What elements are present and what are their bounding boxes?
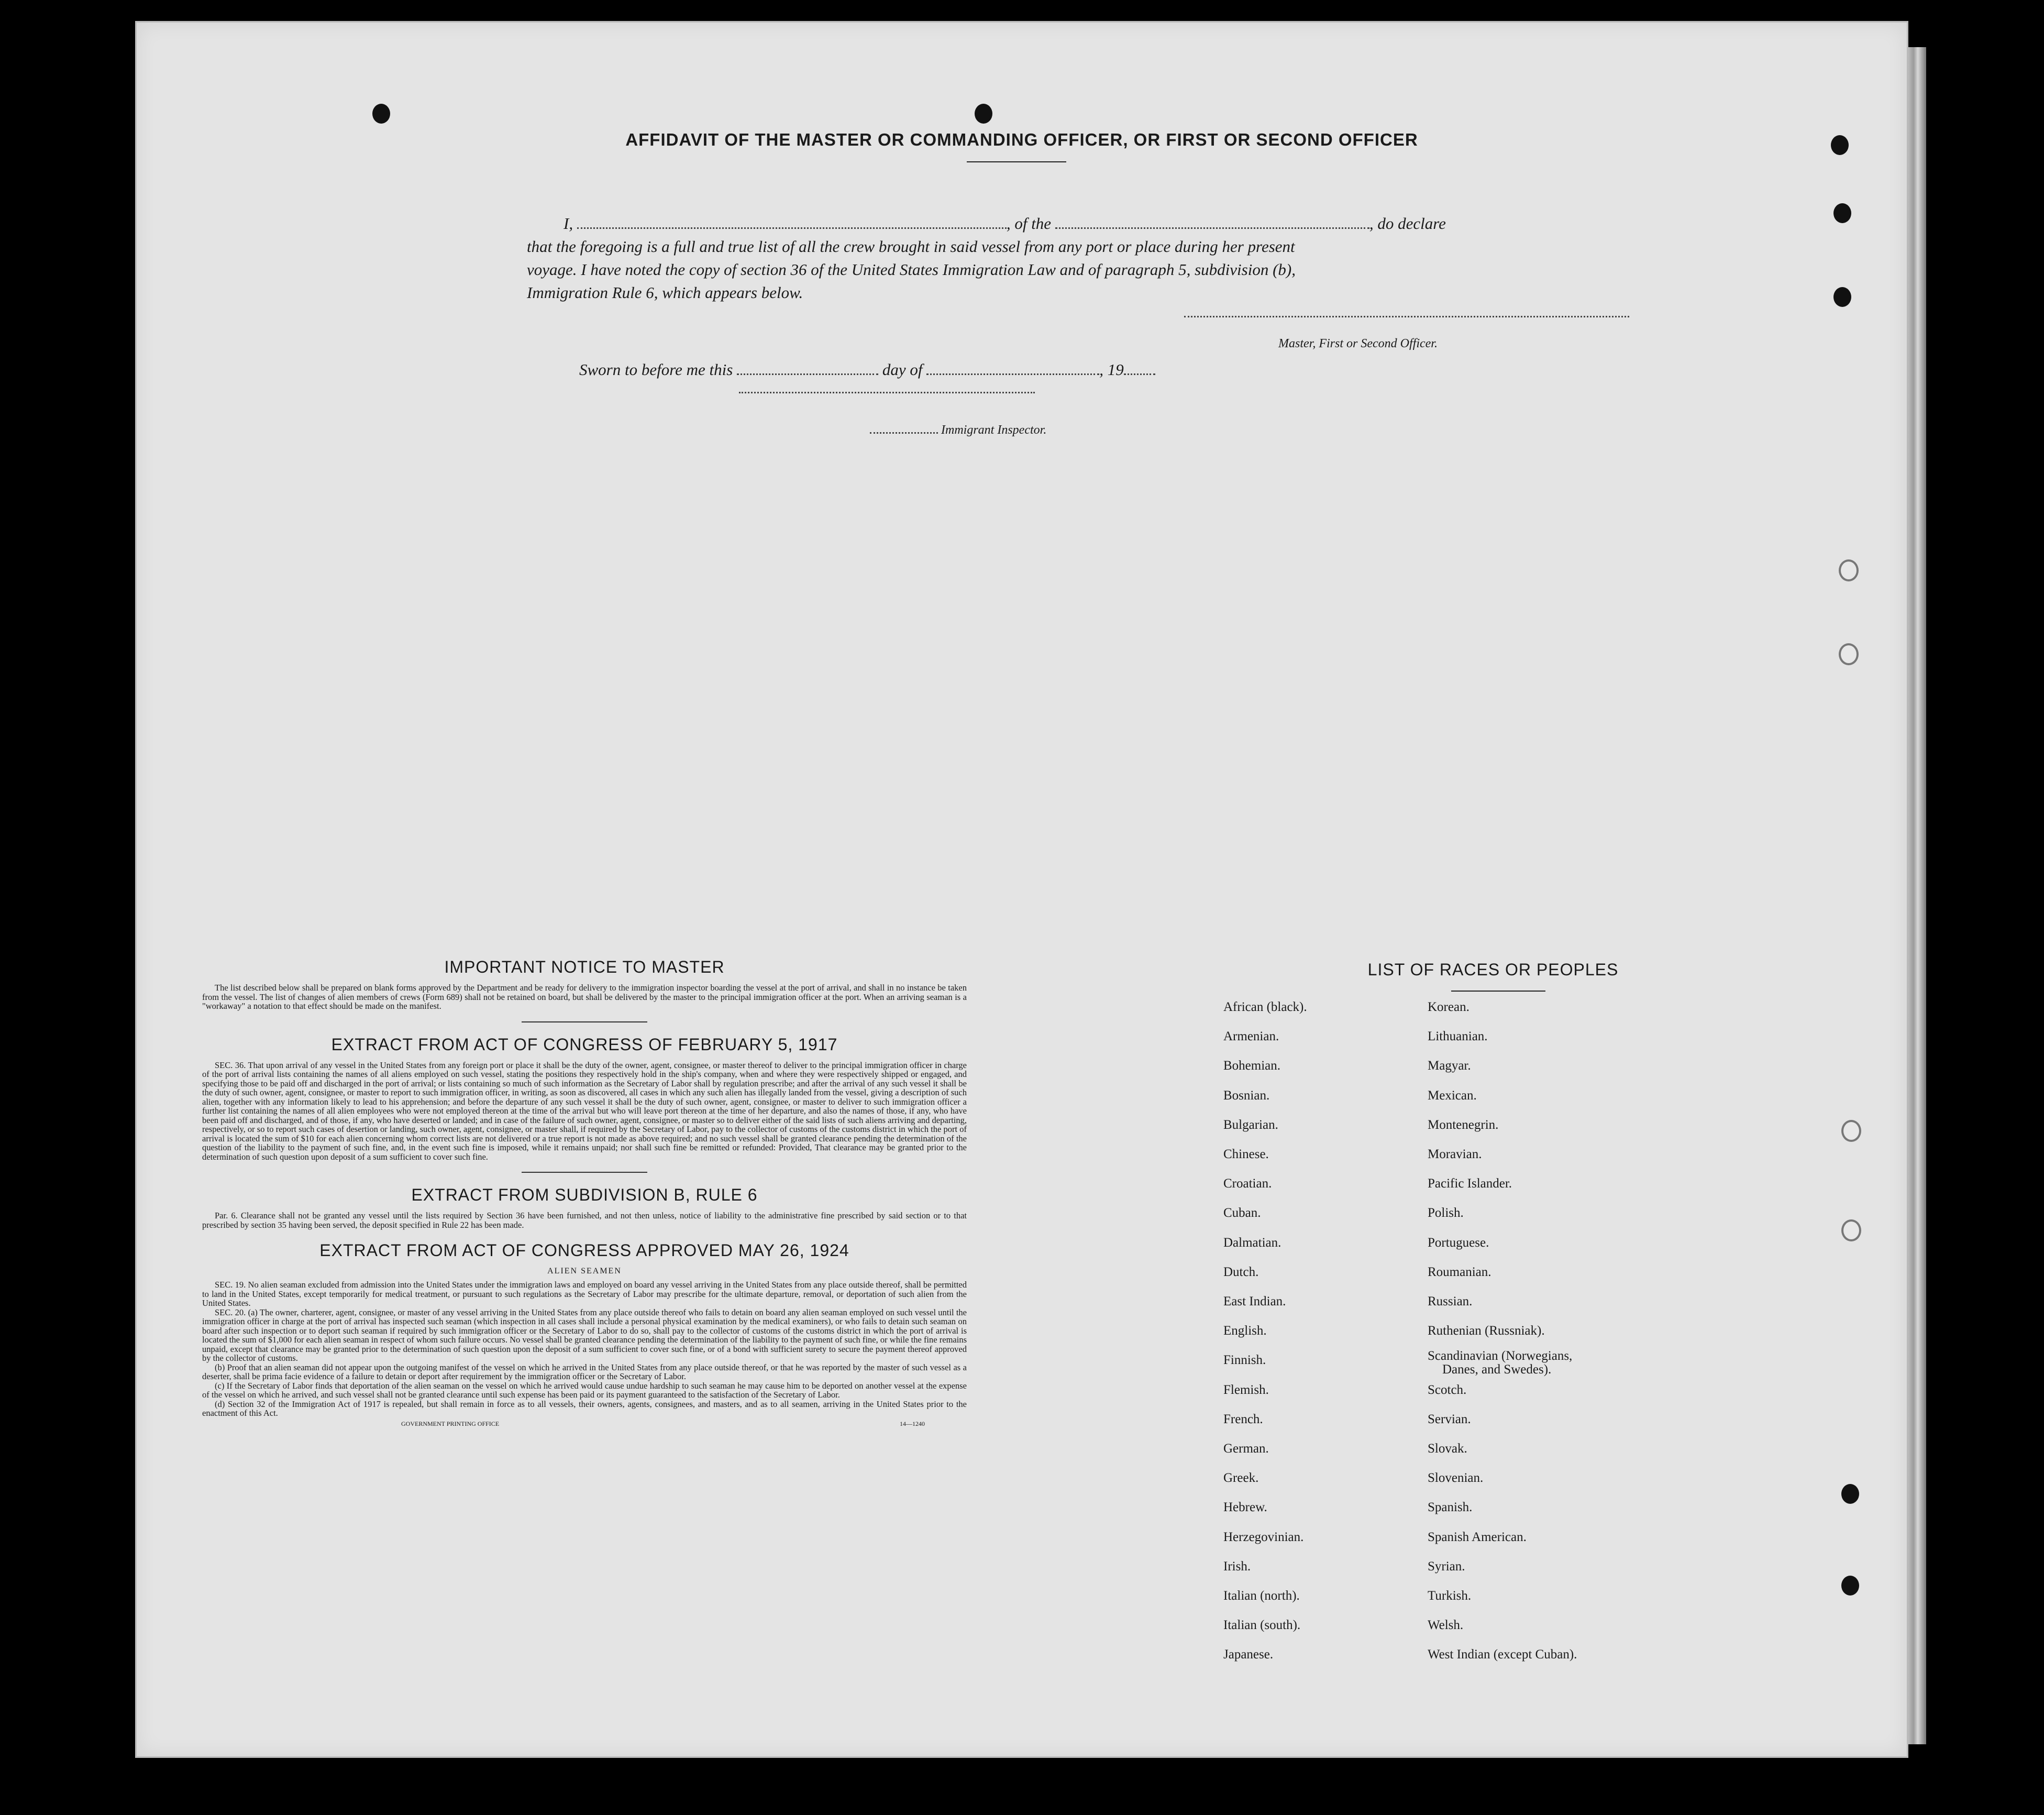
section-divider: [522, 1172, 647, 1173]
punch-hole: [1833, 203, 1851, 223]
race-item-continuation: Danes, and Swedes).: [1442, 1362, 1552, 1377]
race-item: Irish.: [1223, 1559, 1251, 1574]
race-item: Turkish.: [1428, 1589, 1472, 1603]
punch-hole: [1841, 1484, 1859, 1504]
race-item: Finnish.: [1223, 1353, 1266, 1368]
punch-hole: [975, 104, 992, 124]
race-item: Italian (south).: [1223, 1618, 1301, 1633]
race-item: West Indian (except Cuban).: [1428, 1647, 1577, 1662]
race-item: Croatian.: [1223, 1176, 1272, 1191]
declaration-text: [527, 212, 1648, 304]
print-footer: [202, 1420, 967, 1428]
race-item: Dutch.: [1223, 1264, 1259, 1279]
extract-1924-paragraph: SEC. 20. (a) The owner, charterer, agent, consignee, or master of any vessel arriving in the United States from any place outside thereof who fails to detain on board any alien seaman employed on such vessel until the immigration officer in charge at the port of arrival has inspected such seaman (which inspection in all cases shall include a personal physical examination by the medical examiners), or who fails to detain such seaman on board after such inspection or to deport such seaman if required by such immigration officer or the Secretary of Labor to do so, shall pay to the collector of customs of the customs district in which the port of arrival is located the sum of $1,000 for each alien seaman in respect of whom such failure occurs. No vessel shall be granted clearance pending the determination of the liability to the payment of such fine, or while the fine remains unpaid, except that clearance may be granted prior to the determination of such question upon the deposit of a sum sufficient to cover such fine, or of a bond with sufficient surety to secure the payment thereof approved by the collector of customs.: [202, 1307, 967, 1363]
extract-rule6-title: EXTRACT FROM SUBDIVISION B, RULE 6: [411, 1185, 758, 1204]
declaration-line-3: voyage. I have noted the copy of section 36 of the United States Immigration Law and of paragraph 5, subdivision (b),: [527, 260, 1296, 279]
declaration-do-declare: , do declare: [1369, 214, 1446, 233]
race-item: Slovenian.: [1428, 1471, 1484, 1486]
race-item: Scotch.: [1428, 1382, 1467, 1397]
race-item: Welsh.: [1428, 1618, 1464, 1633]
sworn-month-field[interactable]: [926, 373, 1099, 375]
punch-hole: [372, 104, 390, 124]
punch-hole: [1839, 559, 1859, 581]
extract-rule6-text: Par. 6. Clearance shall not be granted any vessel until the lists required by Section 36 have been furnished, and not then unless, notice of liability to the administrative fine prescribed by said section or to that prescribed by section 35 having been served, the deposit specified in Rule 22 has been made.: [202, 1211, 967, 1230]
race-item: English.: [1223, 1324, 1267, 1338]
name-field[interactable]: [577, 227, 1007, 229]
declaration-i: I,: [564, 214, 573, 233]
master-signature-caption: Master, First or Second Officer.: [1278, 337, 1438, 350]
race-item: Servian.: [1428, 1412, 1471, 1426]
race-item: Bosnian.: [1223, 1088, 1270, 1103]
sworn-line: [579, 360, 1155, 379]
race-item: Mexican.: [1428, 1088, 1477, 1103]
master-signature-field[interactable]: [1184, 316, 1629, 317]
race-item: Magyar.: [1428, 1059, 1471, 1073]
race-item: Moravian.: [1428, 1147, 1482, 1161]
notice-text: The list described below shall be prepared on blank forms approved by the Department and be ready for delivery to the immigration inspector boarding the vessel at the port of arrival, and shall in no instance be taken from the vessel. The list of changes of alien members of crews (Form 689) shall not be retained on board, but shall be delivered by the master to the principal immigration officer at the port. When an arriving seaman is a "workaway" a notation to that effect should be made on the manifest.: [202, 983, 967, 1011]
punch-hole: [1839, 643, 1859, 665]
race-item: African (black).: [1223, 1000, 1307, 1014]
extract-1924-paragraph: (b) Proof that an alien seaman did not appear upon the outgoing manifest of the vessel on which he arrived in the United States from any place outside thereof, or that he was reported by the master of such vessel as a deserter, shall be prima facie evidence of a failure to detain or deport after requirement by the immigration officer or the Secretary of Labor.: [202, 1362, 967, 1381]
race-item: Polish.: [1428, 1206, 1464, 1220]
race-item: Lithuanian.: [1428, 1029, 1488, 1044]
race-item: Spanish American.: [1428, 1530, 1527, 1544]
race-item: German.: [1223, 1442, 1269, 1456]
races-list: [1223, 960, 1763, 1662]
race-item: Slovak.: [1428, 1442, 1467, 1456]
extract-1924-title: EXTRACT FROM ACT OF CONGRESS APPROVED MAY 26, 1924: [319, 1241, 849, 1260]
punch-hole: [1841, 1576, 1859, 1596]
race-item: Syrian.: [1428, 1559, 1465, 1574]
extract-1917-text: SEC. 36. That upon arrival of any vessel in the United States from any foreign port or place it shall be the duty of the owner, agent, consignee, or master thereof to deliver to the principal immigration officer in charge of the port of arrival lists containing the names of all aliens employed on such vessel, stating the positions they respectively hold in the ship's company, when and where they were respectively shipped or engaged, and specifying those to be paid off and discharged in the port of arrival; or lists containing so much of such information as the Secretary of Labor shall by regulation prescribe; and after the arrival of any such vessel it shall be the duty of such owner, agent, consignee, or master to report to such immigration officer, in writing, as soon as discovered, all cases in which any such alien has illegally landed from the vessel, giving a description of such alien, together with any information likely to lead to his apprehension; and before the departure of any such vessel it shall be the duty of such owner, agent, consignee, or master to deliver to such immigration officer a further list containing the names of all alien employees who were not employed thereon at the time of the arrival but who will leave port thereon at the time of her departure, and also the names of those, if any, who have been paid off and discharged, and of those, if any, who have deserted or landed; and in case of the failure of such owner, agent, consignee, or master so to deliver either of the said lists of such aliens arriving and departing, respectively, or so to report such cases of desertion or landing, such owner, agent, consignee, or master shall, if required by the Secretary of Labor, pay to the collector of customs of the customs district in which the port of arrival is located the sum of $10 for each alien concerning whom correct lists are not delivered or a true report is not made as above required; and no such vessel shall be granted clearance pending the determination of the question of the liability to the payment of such fine, and, in the event such fine is imposed, while it remains unpaid; nor shall such fine be remitted or refunded: Provided, That clearance may be granted prior to the determination of such question upon deposit of a sum sufficient to cover such fine.: [202, 1060, 967, 1162]
race-item: Japanese.: [1223, 1647, 1274, 1662]
punch-hole: [1841, 1219, 1861, 1241]
affidavit-title: AFFIDAVIT OF THE MASTER OR COMMANDING OFFICER, OR FIRST OR SECOND OFFICER: [625, 130, 1418, 149]
vessel-field[interactable]: [1055, 227, 1369, 229]
printer-imprint: GOVERNMENT PRINTING OFFICE: [401, 1420, 500, 1427]
race-item: Pacific Islander.: [1428, 1176, 1512, 1191]
extract-1917-title: EXTRACT FROM ACT OF CONGRESS OF FEBRUARY 5, 1917: [331, 1035, 838, 1054]
race-item: Portuguese.: [1428, 1235, 1489, 1250]
race-item: Bohemian.: [1223, 1059, 1281, 1073]
inspector-dots: [870, 432, 938, 434]
race-item: Flemish.: [1223, 1382, 1269, 1397]
declaration-line-2: that the foregoing is a full and true list of all the crew brought in said vessel from any port or place during her present: [527, 237, 1295, 256]
race-item: Armenian.: [1223, 1029, 1279, 1044]
race-item: Ruthenian (Russniak).: [1428, 1324, 1545, 1338]
race-item: Roumanian.: [1428, 1264, 1491, 1279]
declaration-of-the: , of the: [1006, 214, 1052, 233]
sworn-day-of: day of: [882, 360, 923, 379]
inspector-caption-line: [870, 423, 1046, 437]
race-item: Herzegovinian.: [1223, 1530, 1304, 1544]
sworn-year-field[interactable]: [1124, 373, 1155, 375]
extract-1924-subtitle: ALIEN SEAMEN: [547, 1267, 622, 1275]
race-item: Russian.: [1428, 1294, 1473, 1308]
races-title: LIST OF RACES OR PEOPLES: [1367, 960, 1619, 979]
form-page: [135, 21, 1908, 1758]
punch-hole: [1833, 287, 1851, 307]
race-item: Greek.: [1223, 1471, 1259, 1486]
race-item: French.: [1223, 1412, 1263, 1426]
race-item: East Indian.: [1223, 1294, 1286, 1308]
sworn-prefix: Sworn to before me this: [579, 360, 733, 379]
race-item: Spanish.: [1428, 1500, 1473, 1515]
page-stack-edge: [1905, 47, 1926, 1744]
declaration-line-4: Immigration Rule 6, which appears below.: [527, 283, 803, 302]
notice-title: IMPORTANT NOTICE TO MASTER: [444, 958, 725, 976]
race-item: Hebrew.: [1223, 1500, 1267, 1515]
punch-hole: [1841, 1120, 1861, 1142]
sworn-day-field[interactable]: [737, 373, 878, 375]
section-divider: [522, 1021, 647, 1022]
race-item: Montenegrin.: [1428, 1117, 1499, 1132]
sworn-year-prefix: , 19: [1099, 360, 1124, 379]
extract-1924-paragraph: SEC. 19. No alien seaman excluded from admission into the United States under the immigration laws and employed on board any vessel arriving in the United States from any place outside thereof, shall be permitted to land in the United States, except temporarily for medical treatment, or pursuant to such regulations as the Secretary of Labor may prescribe for the ultimate departure, removal, or deportation of such alien from the United States.: [202, 1280, 967, 1308]
race-item: Korean.: [1428, 1000, 1470, 1014]
inspector-caption: Immigrant Inspector.: [941, 423, 1047, 437]
races-divider: [1451, 991, 1545, 992]
extract-1924-paragraph: (c) If the Secretary of Labor finds that deportation of the alien seaman on the vessel on which he arrived would cause undue hardship to such seaman he may cause him to be deported on another vessel at the expense of the vessel on which he arrived, and such vessel shall not be granted clearance until such expense has been paid or its payment guaranteed to the satisfaction of the Secretary of Labor.: [202, 1380, 967, 1400]
legal-notices: [202, 958, 967, 1428]
title-divider: [967, 161, 1066, 162]
race-item: Scandinavian (Norwegians,: [1428, 1349, 1573, 1363]
inspector-signature-field[interactable]: [739, 392, 1035, 393]
extract-1924-paragraph: (d) Section 32 of the Immigration Act of 1917 is repealed, but shall remain in force as to all vessels, their owners, agents, consignees, and masters, and as to all seamen, arriving in the United States prior to the enactment of this Act.: [202, 1399, 967, 1418]
race-item: Bulgarian.: [1223, 1117, 1278, 1132]
race-item: Dalmatian.: [1223, 1235, 1281, 1250]
race-item: Cuban.: [1223, 1206, 1261, 1220]
race-item: Chinese.: [1223, 1147, 1269, 1161]
form-number: 14—1240: [900, 1420, 925, 1427]
race-item: Italian (north).: [1223, 1589, 1300, 1603]
